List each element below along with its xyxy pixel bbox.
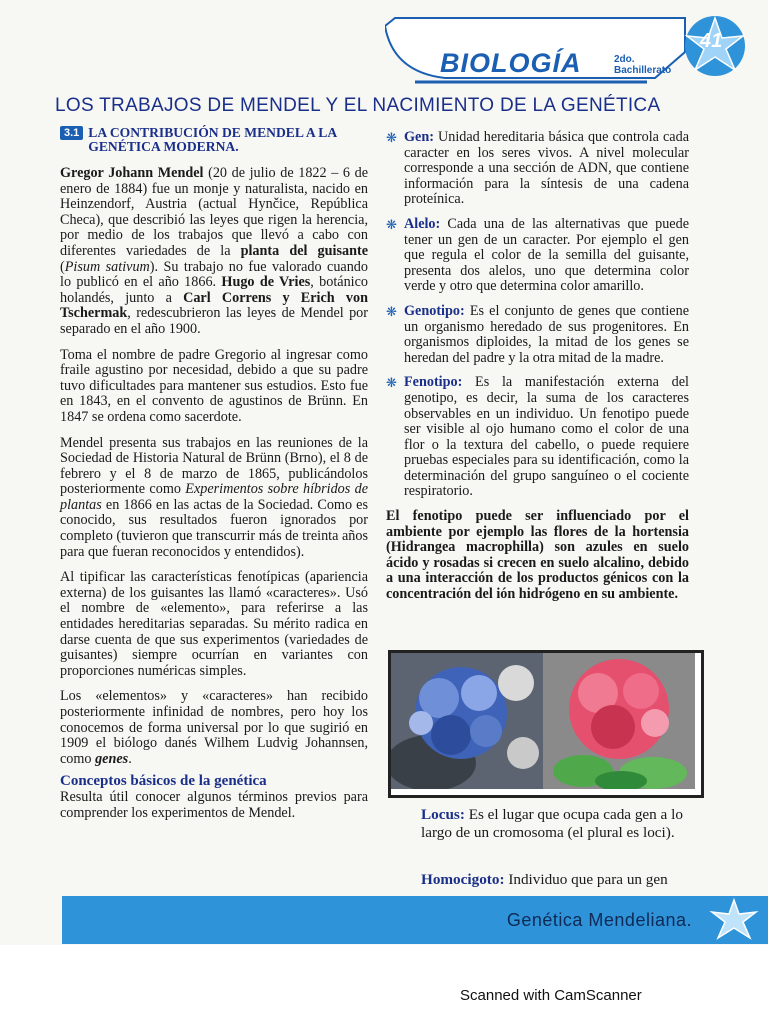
definition-genotipo xyxy=(386,304,689,366)
text-span: (20 de julio de 1822 – 6 de enero de 1884) fue un monje y naturalista, nacido en Heinzendorf, Austria (actual Hynčice, República Checa), que describió las leyes que rigen la herencia, por medio de los trabajos que llevó a cabo con diferentes variedades de la xyxy=(60,165,368,259)
right-column xyxy=(386,130,689,603)
footer-title: Genética Mendeliana. xyxy=(506,910,692,930)
correns-tschermak-names: Carl Correns y Erich von Tschermak xyxy=(60,289,368,322)
term: Genotipo: xyxy=(404,302,465,319)
paragraph-gregorio: Toma el nombre de padre Gregorio al ingresar como fraile agustino por necesidad, debido a que su padre tuvo dificultades para mantener sus estudios. Esto fue en 1843, en el convento de agustinos de Brünn. En 1847 se ordena como sacerdote. xyxy=(60,346,368,425)
snowflake-bullet-icon: ❋ xyxy=(386,375,397,391)
genes-term: genes xyxy=(95,750,129,767)
paragraph-intro-terms: Resulta útil conocer algunos términos previos para comprender los experimentos de Mendel. xyxy=(60,788,368,821)
definition-locus xyxy=(421,806,706,841)
page-title: LOS TRABAJOS DE MENDEL Y EL NACIMIENTO DE LA GENÉTICA xyxy=(55,95,661,116)
header-subtitle-grade: 2do. xyxy=(614,54,635,65)
term: Locus: xyxy=(421,806,465,823)
paragraph-mendel-bio xyxy=(60,166,368,338)
section-number: 3.1 xyxy=(60,126,83,140)
header-subtitle xyxy=(614,54,671,76)
work-title: Experimentos sobre híbridos de plantas xyxy=(60,481,369,513)
snowflake-bullet-icon: ❋ xyxy=(386,130,397,145)
text-span: ). Su trabajo no fue valorado cuando lo publicó en el año 1866. xyxy=(60,258,368,291)
text-span: , botánico holandés, junto a xyxy=(60,274,368,306)
page-number: 41 xyxy=(700,30,723,52)
subheading-basic-concepts: Conceptos básicos de la genética xyxy=(60,773,267,790)
definition-text: Es el lugar que ocupa cada gen a lo largo de un cromosoma (el plural es loci). xyxy=(421,806,683,841)
scanner-watermark: Scanned with CamScanner xyxy=(460,987,642,1004)
header-title: BIOLOGÍA xyxy=(440,48,582,78)
definition-fenotipo xyxy=(386,375,689,500)
mendel-name: Gregor Johann Mendel xyxy=(60,165,204,181)
text-span: . xyxy=(128,750,132,767)
definition-text: Es la manifestación externa del genotipo, es decir, la suma de los caracteres observables en un individuo. Un fenotipo puede ser visible al ojo humano como el color de una flor o la textura del cabello, o puede requiere pruebas especiales para su identificación, como la determinación del grupo sanguíneo o el cociente respiratorio. xyxy=(404,374,689,500)
header-subtitle-level: Bachillerato xyxy=(614,65,672,76)
definition-text: Cada una de las alternativas que puede tener un gen de un caracter. Por ejemplo el gen que regula el color de la semilla del guisante, presenta dos alelos, uno que determina color verde y otro que determina color amarillo. xyxy=(404,215,689,295)
text-span: Mendel presenta sus trabajos en las reuniones de la Sociedad de Historia Natural de Brünn (Brno), el 8 de febrero y el 8 de marzo de 1865, publicándolos posteriormente como xyxy=(60,434,368,498)
left-column xyxy=(60,126,368,821)
term: Alelo: xyxy=(404,215,441,232)
paragraph-genes xyxy=(60,689,368,767)
plant-name: planta del guisante xyxy=(240,242,368,259)
term: Homocigoto: xyxy=(421,871,505,888)
de-vries-name: Hugo de Vries xyxy=(221,274,311,291)
text-span: Los «elementos» y «caracteres» han recibido posteriormente infinidad de nombres, pero hoy los conocemos de forma universal por lo que sugirió en 1909 el biólogo danés Wilhem Ludvig Johannsen, como xyxy=(60,688,368,767)
species-name: Pisum sativum xyxy=(64,258,150,275)
footer-band xyxy=(62,896,768,944)
definition-text: Es el conjunto de genes que contiene un organismo heredado de sus progenitores. En organismos diploides, la mitad de los genes se heredan del padre y la otra mitad de la madre. xyxy=(404,302,689,366)
starfish-icon xyxy=(704,896,764,944)
definition-text: Individuo que para un gen xyxy=(504,871,668,888)
snowflake-bullet-icon: ❋ xyxy=(386,216,397,232)
term: Fenotipo: xyxy=(404,374,463,391)
term: Gen: xyxy=(404,129,434,145)
paragraph-characters: Al tipificar las características fenotípicas (apariencia externa) de los guisantes las llamó «caracteres». Usó el nombre de «elemento», para referirse a las entidades hereditarias separadas. Su mérito radica en darse cuenta de que sus experimentos (variedades de guisantes) siempre ocurrían en variantes con proporciones numéricas simples. xyxy=(60,569,368,679)
text-span: ( xyxy=(60,258,65,275)
definition-homocigoto xyxy=(421,871,721,889)
blue-hydrangea-image xyxy=(391,653,543,789)
section-title: LA CONTRIBUCIÓN DE MENDEL A LA GENÉTICA MODERNA. xyxy=(88,125,337,154)
definition-text: Unidad hereditaria básica que controla cada caracter en los seres vivos. A nivel molecular corresponde a una sección de ADN, que contiene información para la síntesis de una cadena proteínica. xyxy=(404,129,689,208)
hydrangea-photo xyxy=(388,650,704,798)
text-span: en 1866 en las actas de la Sociedad. Como es conocido, sus resultados fueron ignorados por completo (tuvieron que transcurrir más de treinta años para que fueran reconocidos y entendidos). xyxy=(60,496,368,560)
definition-alelo xyxy=(386,217,689,295)
phenotype-note: El fenotipo puede ser influenciado por el ambiente por ejemplo las flores de la hortensia (Hidrangea macrophilla) son azules en suelo ácido y rosadas si crecen en suelo alcalino, debido a una interacción de los productos génicos con la concentración del ión hidrógeno en su ambiente. xyxy=(386,508,689,603)
pink-hydrangea-image xyxy=(543,653,695,789)
paragraph-publication xyxy=(60,436,368,561)
definition-gen xyxy=(386,130,689,208)
snowflake-bullet-icon: ❋ xyxy=(386,303,397,319)
section-heading xyxy=(60,126,368,154)
text-span: , redescubrieron las leyes de Mendel por separado en el año 1900. xyxy=(60,305,368,337)
